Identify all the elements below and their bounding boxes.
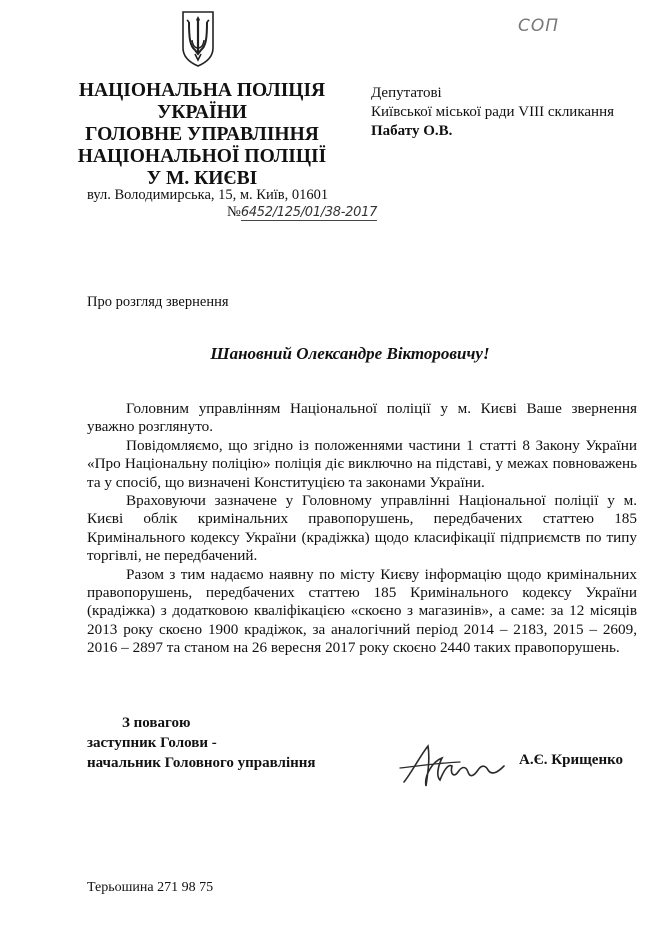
- corner-handwritten-note: СОП: [518, 16, 560, 36]
- recipient-title: Депутатові: [371, 85, 442, 101]
- body-paragraph: Головним управлінням Національної поліції у м. Києві Ваше звернення уважно розглянуто.: [87, 400, 637, 436]
- recipient-organization: Київської міської ради VIII скликання: [371, 104, 615, 120]
- letter-subject: Про розгляд звернення: [87, 294, 229, 310]
- org-address: вул. Володимирська, 15, м. Київ, 01601: [87, 187, 329, 203]
- closing-position-2: начальник Головного управління: [87, 755, 316, 771]
- reg-prefix: №: [227, 204, 241, 220]
- closing-position: заступник Голови -: [87, 735, 217, 751]
- recipient-name: Пабату О.В.: [371, 123, 453, 139]
- body-paragraph: Повідомляємо, що згідно із положеннями частини 1 статті 8 Закону України «Про Національну поліцію» поліція діє виключно на підставі, у межах повноважень та у спосіб, що визначені Конституцією та законами України.: [87, 436, 637, 491]
- organization-name: [62, 80, 342, 190]
- trident-coat-of-arms-icon: [181, 10, 215, 68]
- executor-contact: Терьошина 271 98 75: [87, 880, 214, 895]
- org-line: НАЦІОНАЛЬНОЇ ПОЛІЦІЇ: [77, 146, 327, 167]
- recipient-block: [371, 84, 614, 141]
- body-paragraph: Враховуючи зазначене у Головному управлінні Національної поліції у м. Києві облік кримінальних правопорушень, передбачених статтею 185 Кримінального кодексу України (крадіжка) щодо класифікації підприємств по типу торгівлі, не передбачений.: [87, 492, 637, 565]
- org-line: ГОЛОВНЕ УПРАВЛІННЯ: [85, 124, 319, 145]
- letter-body: [87, 400, 637, 658]
- registration-number: [227, 204, 377, 221]
- salutation: Шановний Олександре Вікторовичу!: [210, 344, 490, 363]
- closing-block: [87, 713, 316, 773]
- org-line: УКРАЇНИ: [157, 102, 247, 123]
- org-line: НАЦІОНАЛЬНА ПОЛІЦІЯ: [78, 80, 326, 101]
- handwritten-signature-icon: [398, 736, 508, 796]
- signer-name: А.Є. Крищенко: [519, 752, 624, 768]
- body-paragraph: Разом з тим надаємо наявну по місту Києву інформацію щодо кримінальних правопорушень, передбачених статтею 185 Кримінального кодексу України (крадіжка) з додатковою кваліфікацією «скоєно з магазинів», а саме: за 12 місяців 2013 року скоєно 1900 крадіжок, за аналогічний період 2014 – 2183, 2015 – 2609, 2016 – 2897 та станом на 26 вересня 2017 року скоєно 2440 таких правопорушень.: [87, 565, 637, 657]
- org-line: У М. КИЄВІ: [146, 168, 258, 189]
- reg-number-handwritten: 6452/125/01/38-2017: [240, 205, 378, 220]
- closing-regards: З повагою: [122, 715, 191, 731]
